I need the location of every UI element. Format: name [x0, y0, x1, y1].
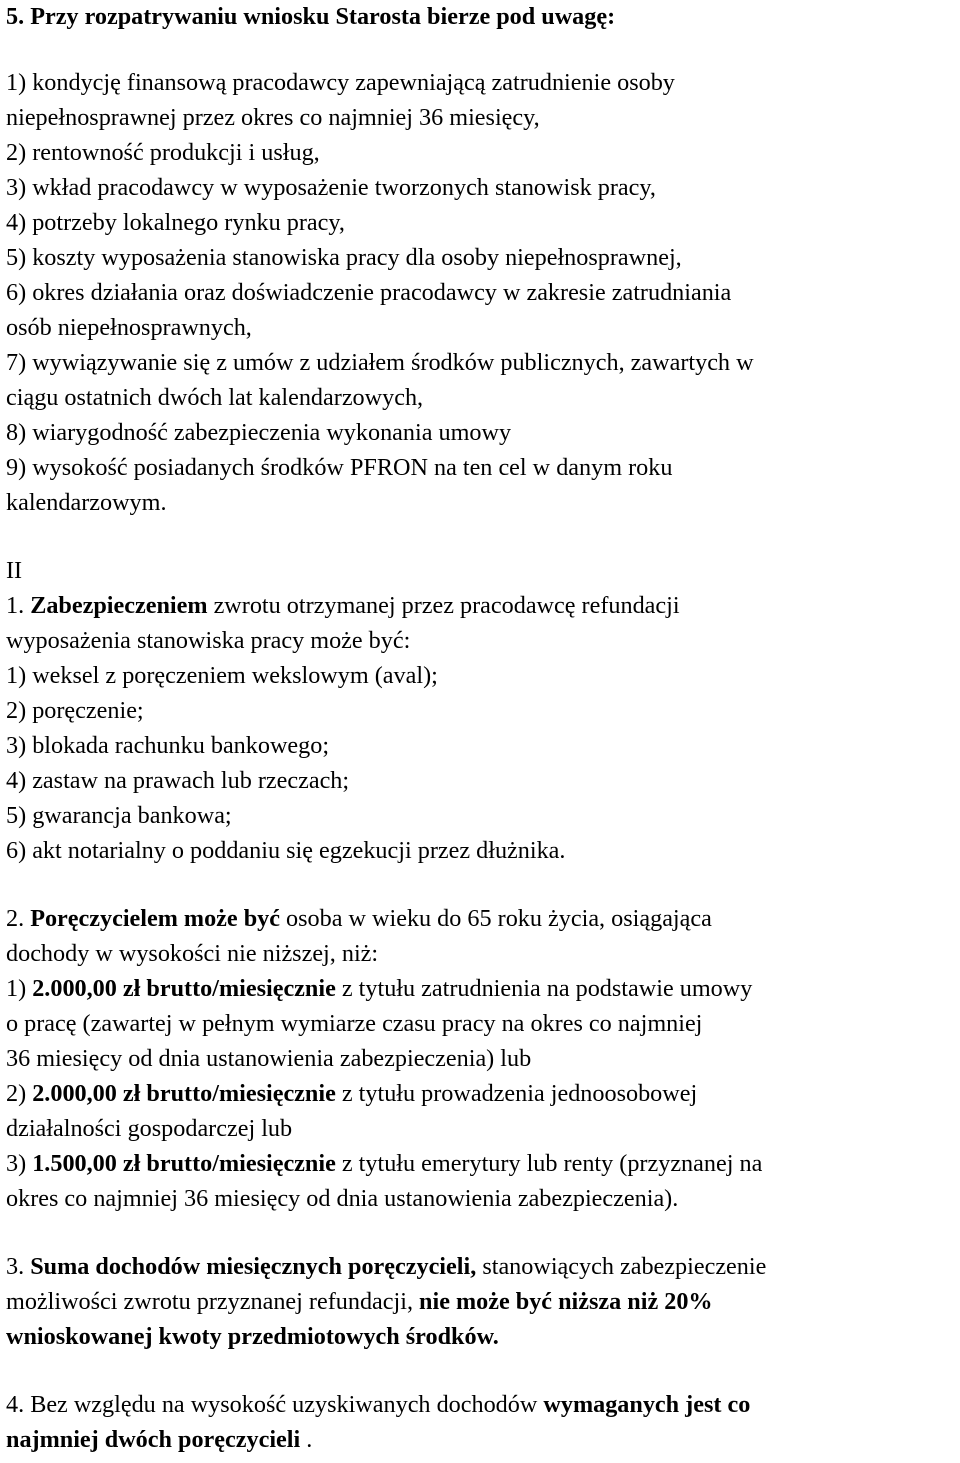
item-number: 1)	[6, 975, 33, 1002]
paragraph-3-line-2	[6, 1287, 713, 1317]
list-item: 1) kondycję finansową pracodawcy zapewniającą zatrudnienie osoby	[6, 69, 675, 96]
list-item-continuation: okres co najmniej 36 miesięcy od dnia ustanowienia zabezpieczenia).	[6, 1185, 679, 1212]
bold-term: Poręczycielem może być	[30, 905, 280, 932]
list-item: 6) akt notarialny o poddaniu się egzekucji przez dłużnika.	[6, 837, 566, 864]
list-item	[6, 1079, 697, 1109]
section-5-heading: 5. Przy rozpatrywaniu wniosku Starosta bierze pod uwagę:	[6, 3, 616, 30]
list-item: 7) wywiązywanie się z umów z udziałem środków publicznych, zawartych w	[6, 349, 754, 376]
list-item: kalendarzowym.	[6, 489, 167, 516]
paragraph-4-line-2	[6, 1425, 312, 1455]
paragraph-2-line-1	[6, 904, 712, 934]
paragraph-text: stanowiących zabezpieczenie	[476, 1253, 767, 1280]
paragraph-1-line-2: wyposażenia stanowiska pracy może być:	[6, 627, 411, 654]
list-item: 4) potrzeby lokalnego rynku pracy,	[6, 209, 345, 236]
paragraph-text: 4. Bez względu na wysokość uzyskiwanych dochodów	[6, 1391, 544, 1418]
list-item: 8) wiarygodność zabezpieczenia wykonania umowy	[6, 419, 512, 446]
paragraph-3-line-3: wnioskowanej kwoty przedmiotowych środków.	[6, 1323, 499, 1350]
list-item: 2) poręczenie;	[6, 697, 144, 724]
list-item-continuation: działalności gospodarczej lub	[6, 1115, 293, 1142]
paragraph-2-line-2: dochody w wysokości nie niższej, niż:	[6, 940, 379, 967]
list-item-continuation: o pracę (zawartej w pełnym wymiarze czasu pracy na okres co najmniej	[6, 1010, 703, 1037]
list-item: 5) gwarancja bankowa;	[6, 802, 232, 829]
bold-term: Suma dochodów miesięcznych poręczycieli,	[30, 1253, 477, 1280]
bold-term: nie może być niższa niż 20%	[419, 1288, 713, 1315]
list-item	[6, 1149, 762, 1179]
section-roman-heading: II	[6, 557, 23, 584]
paragraph-number: 3.	[6, 1253, 31, 1280]
list-item: 6) okres działania oraz doświadczenie pracodawcy w zakresie zatrudniania	[6, 279, 732, 306]
bold-term: najmniej dwóch poręczycieli	[6, 1426, 301, 1453]
bold-term: Zabezpieczeniem	[30, 592, 208, 619]
item-number: 3)	[6, 1150, 33, 1177]
paragraph-1-line-1	[6, 591, 680, 621]
list-item: 5) koszty wyposażenia stanowiska pracy dla osoby niepełnosprawnej,	[6, 244, 682, 271]
paragraph-text: zwrotu otrzymanej przez pracodawcę refundacji	[207, 592, 680, 619]
bold-amount: 2.000,00 zł brutto/miesięcznie	[32, 1080, 336, 1107]
paragraph-number: 2.	[6, 905, 31, 932]
list-item: osób niepełnosprawnych,	[6, 314, 252, 341]
item-number: 2)	[6, 1080, 33, 1107]
list-item: 2) rentowność produkcji i usług,	[6, 139, 320, 166]
paragraph-text: możliwości zwrotu przyznanej refundacji,	[6, 1288, 420, 1315]
list-item: 1) weksel z poręczeniem wekslowym (aval);	[6, 662, 438, 689]
list-item	[6, 974, 752, 1004]
paragraph-number: 1.	[6, 592, 31, 619]
list-item: ciągu ostatnich dwóch lat kalendarzowych,	[6, 384, 424, 411]
bold-amount: 2.000,00 zł brutto/miesięcznie	[32, 975, 336, 1002]
paragraph-text: .	[300, 1426, 313, 1453]
paragraph-3-line-1	[6, 1252, 766, 1282]
paragraph-text: osoba w wieku do 65 roku życia, osiągająca	[279, 905, 712, 932]
list-item-continuation: 36 miesięcy od dnia ustanowienia zabezpieczenia) lub	[6, 1045, 532, 1072]
list-item: 4) zastaw na prawach lub rzeczach;	[6, 767, 350, 794]
item-text: z tytułu emerytury lub renty (przyznanej na	[335, 1150, 763, 1177]
list-item: 3) wkład pracodawcy w wyposażenie tworzonych stanowisk pracy,	[6, 174, 656, 201]
paragraph-4-line-1	[6, 1390, 750, 1420]
list-item: niepełnosprawnej przez okres co najmniej 36 miesięcy,	[6, 104, 540, 131]
item-text: z tytułu prowadzenia jednoosobowej	[335, 1080, 698, 1107]
list-item: 9) wysokość posiadanych środków PFRON na ten cel w danym roku	[6, 454, 673, 481]
bold-amount: 1.500,00 zł brutto/miesięcznie	[32, 1150, 336, 1177]
list-item: 3) blokada rachunku bankowego;	[6, 732, 330, 759]
item-text: z tytułu zatrudnienia na podstawie umowy	[335, 975, 753, 1002]
bold-term: wymaganych jest co	[543, 1391, 751, 1418]
